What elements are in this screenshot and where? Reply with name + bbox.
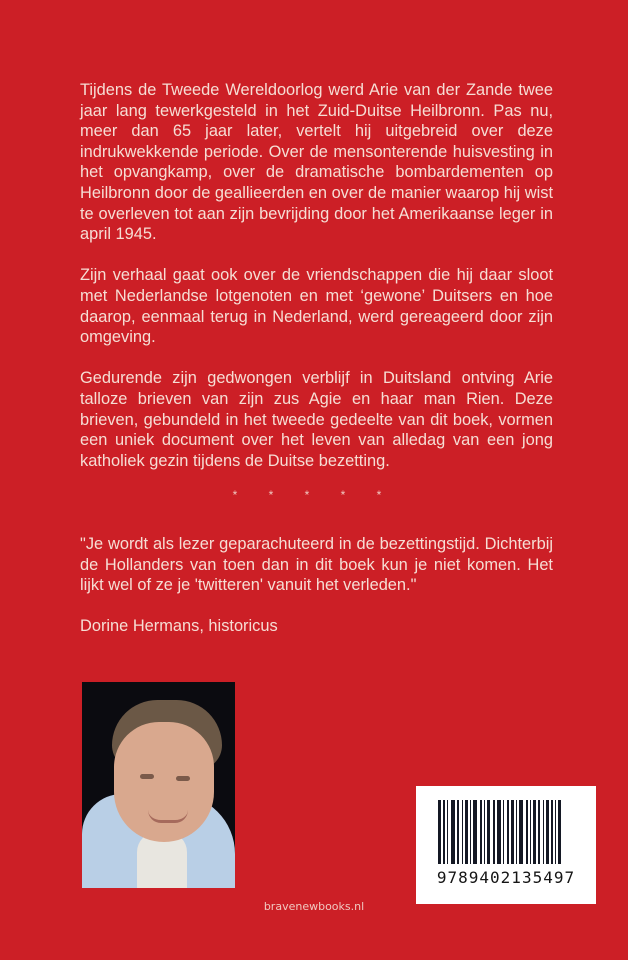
blurb-paragraph-1: Tijdens de Tweede Wereldoorlog werd Arie van der Zande twee jaar lang tewerkgesteld in het Zuid-Duitse Heilbronn. Pas nu, meer dan 65 jaar later, vertelt hij uitgebreid over deze indrukwekkende periode. Over de mensonterende huisvesting in het opvangkamp, over de dramatische bombardementen op Heilbronn door de geallieerden en over de manier waarop hij wist te overleven tot aan zijn bevrijding door het Amerikaanse leger in april 1945. — [80, 81, 553, 244]
blurb-paragraph-3: Gedurende zijn gedwongen verblijf in Duitsland ontving Arie talloze brieven van zijn zus Agie en haar man Rien. Deze brieven, gebundeld in het tweede gedeelte van dit boek, vormen een uniek document over het leven van alledag van een jong katholiek gezin tijdens de Duitse bezetting. — [80, 369, 553, 470]
blurb-text — [80, 80, 553, 492]
publisher-name: bravenewbooks.nl — [263, 900, 365, 913]
photo-eye-shape — [176, 776, 190, 781]
blurb-paragraph-2: Zijn verhaal gaat ook over de vriendschappen die hij daar sloot met Nederlandse lotgenoten en met ‘gewone’ Duitsers en hoe daarop, eenmaal terug in Nederland, werd gereageerd door zijn omgeving. — [80, 266, 553, 347]
author-photo — [82, 682, 235, 888]
quote-attribution: Dorine Hermans, historicus — [80, 617, 278, 636]
photo-face-shape — [114, 722, 214, 842]
section-separator: * * * * * — [232, 488, 396, 502]
isbn-barcode — [416, 786, 596, 904]
photo-eye-shape — [140, 774, 154, 779]
barcode-icon — [438, 800, 574, 864]
isbn-number: 9789402135497 — [436, 868, 576, 887]
quote-text: "Je wordt als lezer geparachuteerd in de bezettingstijd. Dichterbij de Hollanders van toen dan in dit boek kun je niet komen. Het lijkt wel of ze je 'twitteren' vanuit het verleden." — [80, 535, 553, 595]
review-quote — [80, 534, 553, 658]
